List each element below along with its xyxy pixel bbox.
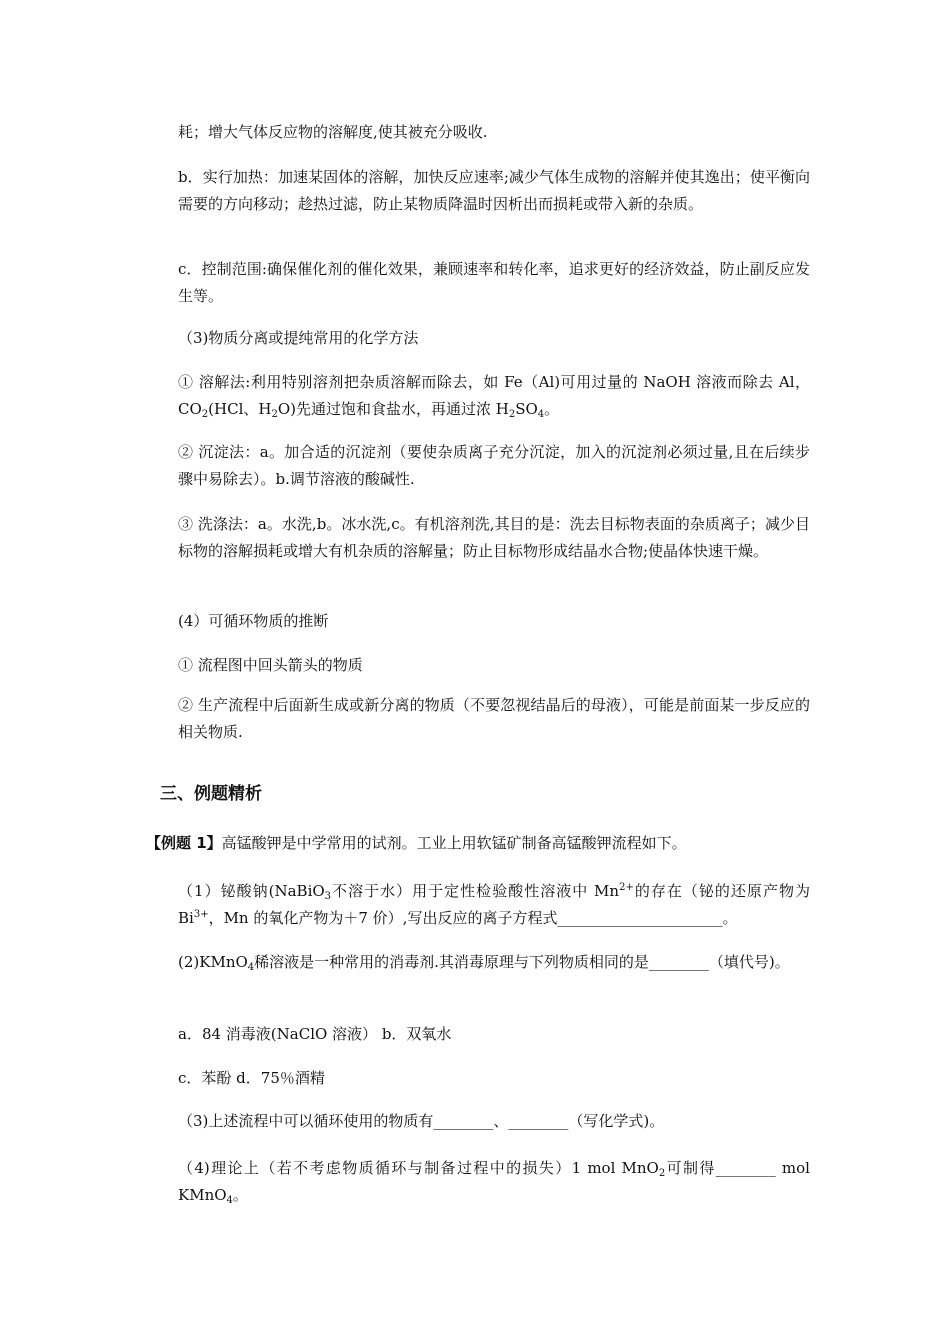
text-run: 。 bbox=[544, 400, 560, 418]
text-run: 。 bbox=[232, 1186, 248, 1204]
example-intro bbox=[146, 830, 810, 857]
text-run: 可制得________ mol KMnO bbox=[178, 1159, 810, 1204]
subscript: 4 bbox=[226, 1195, 233, 1206]
text-run: (HCl、H bbox=[208, 400, 272, 418]
question-1 bbox=[178, 878, 810, 932]
example-tag: 【例题 1】 bbox=[146, 834, 222, 852]
section-title: 三、例题精析 bbox=[160, 784, 262, 804]
paragraph-dissolution-method bbox=[178, 369, 810, 423]
text-run: ，Mn 的氧化产物为＋7 价）,写出反应的离子方程式______________________。 bbox=[208, 909, 738, 927]
text-run: 稀溶液是一种常用的消毒剂.其消毒原理与下列物质相同的是________（填代号)。 bbox=[254, 953, 790, 971]
paragraph-separation-methods: （3)物质分离或提纯常用的化学方法 bbox=[178, 329, 419, 347]
paragraph-return-arrow: ① 流程图中回头箭头的物质 bbox=[178, 656, 363, 674]
paragraph-washing-method: ③ 洗涤法：a。水洗,b。冰水洗,c。有机溶剂洗,其目的是：洗去目标物表面的杂质离子；减少目标物的溶解损耗或增大有机杂质的溶解量；防止目标物形成结晶水合物;使晶体快速干燥。 bbox=[178, 515, 810, 560]
text-run: （1）铋酸钠(NaBiO bbox=[178, 882, 325, 900]
subscript: 3 bbox=[324, 891, 332, 902]
text-run: ① 溶解法:利用特别溶剂把杂质溶解而除去，如 Fe（Al)可用过量的 NaOH 溶液而除去 Al，CO bbox=[178, 373, 810, 418]
question-4 bbox=[178, 1155, 810, 1209]
text-run: 不溶于水）用于定性检验酸性溶液中 Mn bbox=[331, 882, 620, 900]
subscript: 4 bbox=[537, 409, 545, 420]
text-run: SO bbox=[515, 400, 538, 418]
text-run: O)先通过饱和食盐水，再通过浓 H bbox=[277, 400, 509, 418]
subscript: 2 bbox=[201, 409, 209, 420]
superscript: 3+ bbox=[193, 909, 209, 920]
subscript: 4 bbox=[247, 962, 255, 973]
text-run: (2)KMnO bbox=[178, 953, 248, 971]
question-3: （3)上述流程中可以循环使用的物质有________、________（写化学式)。 bbox=[178, 1112, 665, 1130]
paragraph-heating: b．实行加热：加速某固体的溶解，加快反应速率;减少气体生成物的溶解并使其逸出；使平衡向需要的方向移动；趁热过滤，防止某物质降温时因析出而损耗或带入新的杂质。 bbox=[178, 168, 810, 213]
subscript: 2 bbox=[271, 409, 278, 420]
superscript: 2+ bbox=[619, 882, 634, 893]
subscript: 2 bbox=[508, 409, 516, 420]
paragraph-new-products: ② 生产流程中后面新生成或新分离的物质（不要忽视结晶后的母液），可能是前面某一步反应的相关物质. bbox=[178, 696, 810, 741]
options-c-d: c．苯酚 d．75％酒精 bbox=[178, 1069, 325, 1087]
example-text: 高锰酸钾是中学常用的试剂。工业上用软锰矿制备高锰酸钾流程如下。 bbox=[221, 834, 687, 852]
subscript: 2 bbox=[658, 1168, 666, 1179]
paragraph-recyclable-substances: (4）可循环物质的推断 bbox=[178, 612, 329, 630]
options-a-b: a．84 消毒液(NaClO 溶液） b．双氧水 bbox=[178, 1025, 452, 1043]
paragraph-precipitation-method: ② 沉淀法：a。加合适的沉淀剂（要使杂质离子充分沉淀，加入的沉淀剂必须过量,且在后续步骤中易除去）。b.调节溶液的酸碱性. bbox=[178, 443, 810, 488]
text-run: （4)理论上（若不考虑物质循环与制备过程中的损失）1 mol MnO bbox=[178, 1159, 659, 1177]
paragraph-control-range: c．控制范围:确保催化剂的催化效果，兼顾速率和转化率，追求更好的经济效益，防止副反应发生等。 bbox=[178, 260, 810, 305]
paragraph-solubility: 耗；增大气体反应物的溶解度,使其被充分吸收. bbox=[178, 123, 488, 141]
text-run: 的存在（铋的还原产物为 Bi bbox=[178, 882, 810, 927]
question-2 bbox=[178, 949, 810, 976]
